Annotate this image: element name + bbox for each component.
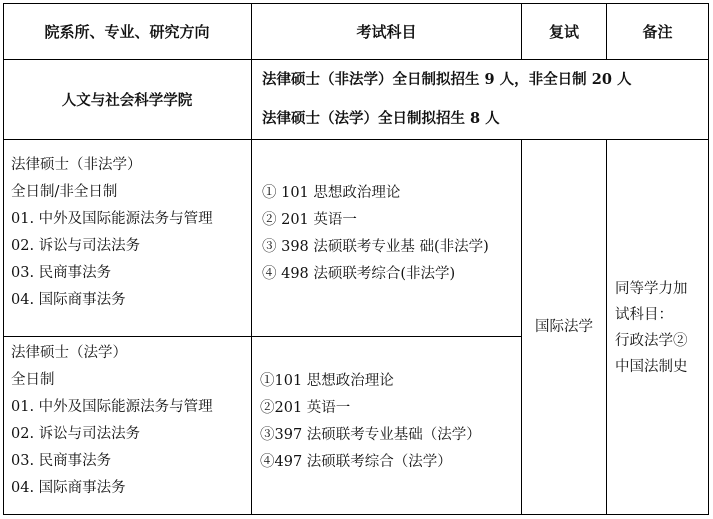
col-divider-1 bbox=[251, 3, 252, 515]
note-line-1: 同等学力加 bbox=[615, 281, 688, 297]
program-a-title: 法律硕士（非法学） bbox=[11, 157, 142, 173]
program-a-subject-2: ② 201 英语一 bbox=[262, 212, 357, 228]
program-a-subject-3: ③ 398 法硕联考专业基 础(非法学) bbox=[262, 239, 489, 255]
program-a-direction-01: 01. 中外及国际能源法务与管理 bbox=[11, 211, 213, 227]
table-border-right bbox=[708, 3, 709, 515]
row-divider-programs bbox=[3, 336, 521, 337]
retest-subject: 国际法学 bbox=[535, 318, 593, 335]
program-b-direction-02: 02. 诉讼与司法法务 bbox=[11, 426, 141, 442]
program-a-subjects bbox=[262, 180, 489, 288]
header-department: 院系所、专业、研究方向 bbox=[44, 22, 210, 41]
notes-equivalent-education bbox=[615, 276, 688, 380]
program-b-directions bbox=[11, 340, 213, 502]
program-a-directions bbox=[11, 152, 213, 314]
program-b-mode: 全日制 bbox=[11, 372, 55, 388]
program-b-subject-3: ③397 法硕联考专业基础（法学） bbox=[260, 427, 481, 443]
program-b-direction-04: 04. 国际商事法务 bbox=[11, 480, 126, 496]
program-b-direction-03: 03. 民商事法务 bbox=[11, 453, 112, 469]
college-enrollment-2: 法律硕士（法学）全日制拟招生 8 人 bbox=[262, 110, 500, 127]
note-line-4: 中国法制史 bbox=[615, 359, 688, 375]
header-retest: 复试 bbox=[548, 22, 579, 41]
program-a-direction-04: 04. 国际商事法务 bbox=[11, 292, 126, 308]
program-a-direction-02: 02. 诉讼与司法法务 bbox=[11, 238, 141, 254]
header-notes: 备注 bbox=[642, 22, 673, 41]
program-a-subject-4: ④ 498 法硕联考综合(非法学) bbox=[262, 266, 456, 282]
program-a-subject-1: ① 101 思想政治理论 bbox=[262, 185, 401, 201]
note-line-2: 试科目： bbox=[615, 307, 673, 323]
program-b-direction-01: 01. 中外及国际能源法务与管理 bbox=[11, 399, 213, 415]
program-b-subject-2: ②201 英语一 bbox=[260, 400, 351, 416]
college-enrollment-1: 法律硕士（非法学）全日制拟招生 9 人，非全日制 20 人 bbox=[262, 71, 632, 88]
header-exam-subjects: 考试科目 bbox=[356, 22, 417, 41]
program-b-subjects bbox=[260, 368, 481, 476]
table-border-bottom bbox=[3, 514, 709, 515]
note-line-3: 行政法学② bbox=[615, 333, 688, 349]
col-divider-3-lower bbox=[606, 139, 607, 515]
program-a-mode: 全日制/非全日制 bbox=[11, 184, 118, 200]
program-a-direction-03: 03. 民商事法务 bbox=[11, 265, 112, 281]
program-b-subject-1: ①101 思想政治理论 bbox=[260, 373, 394, 389]
college-name: 人文与社会科学学院 bbox=[61, 92, 193, 109]
program-b-subject-4: ④497 法硕联考综合（法学） bbox=[260, 454, 452, 470]
program-b-title: 法律硕士（法学） bbox=[11, 345, 127, 361]
admissions-table bbox=[3, 3, 709, 515]
